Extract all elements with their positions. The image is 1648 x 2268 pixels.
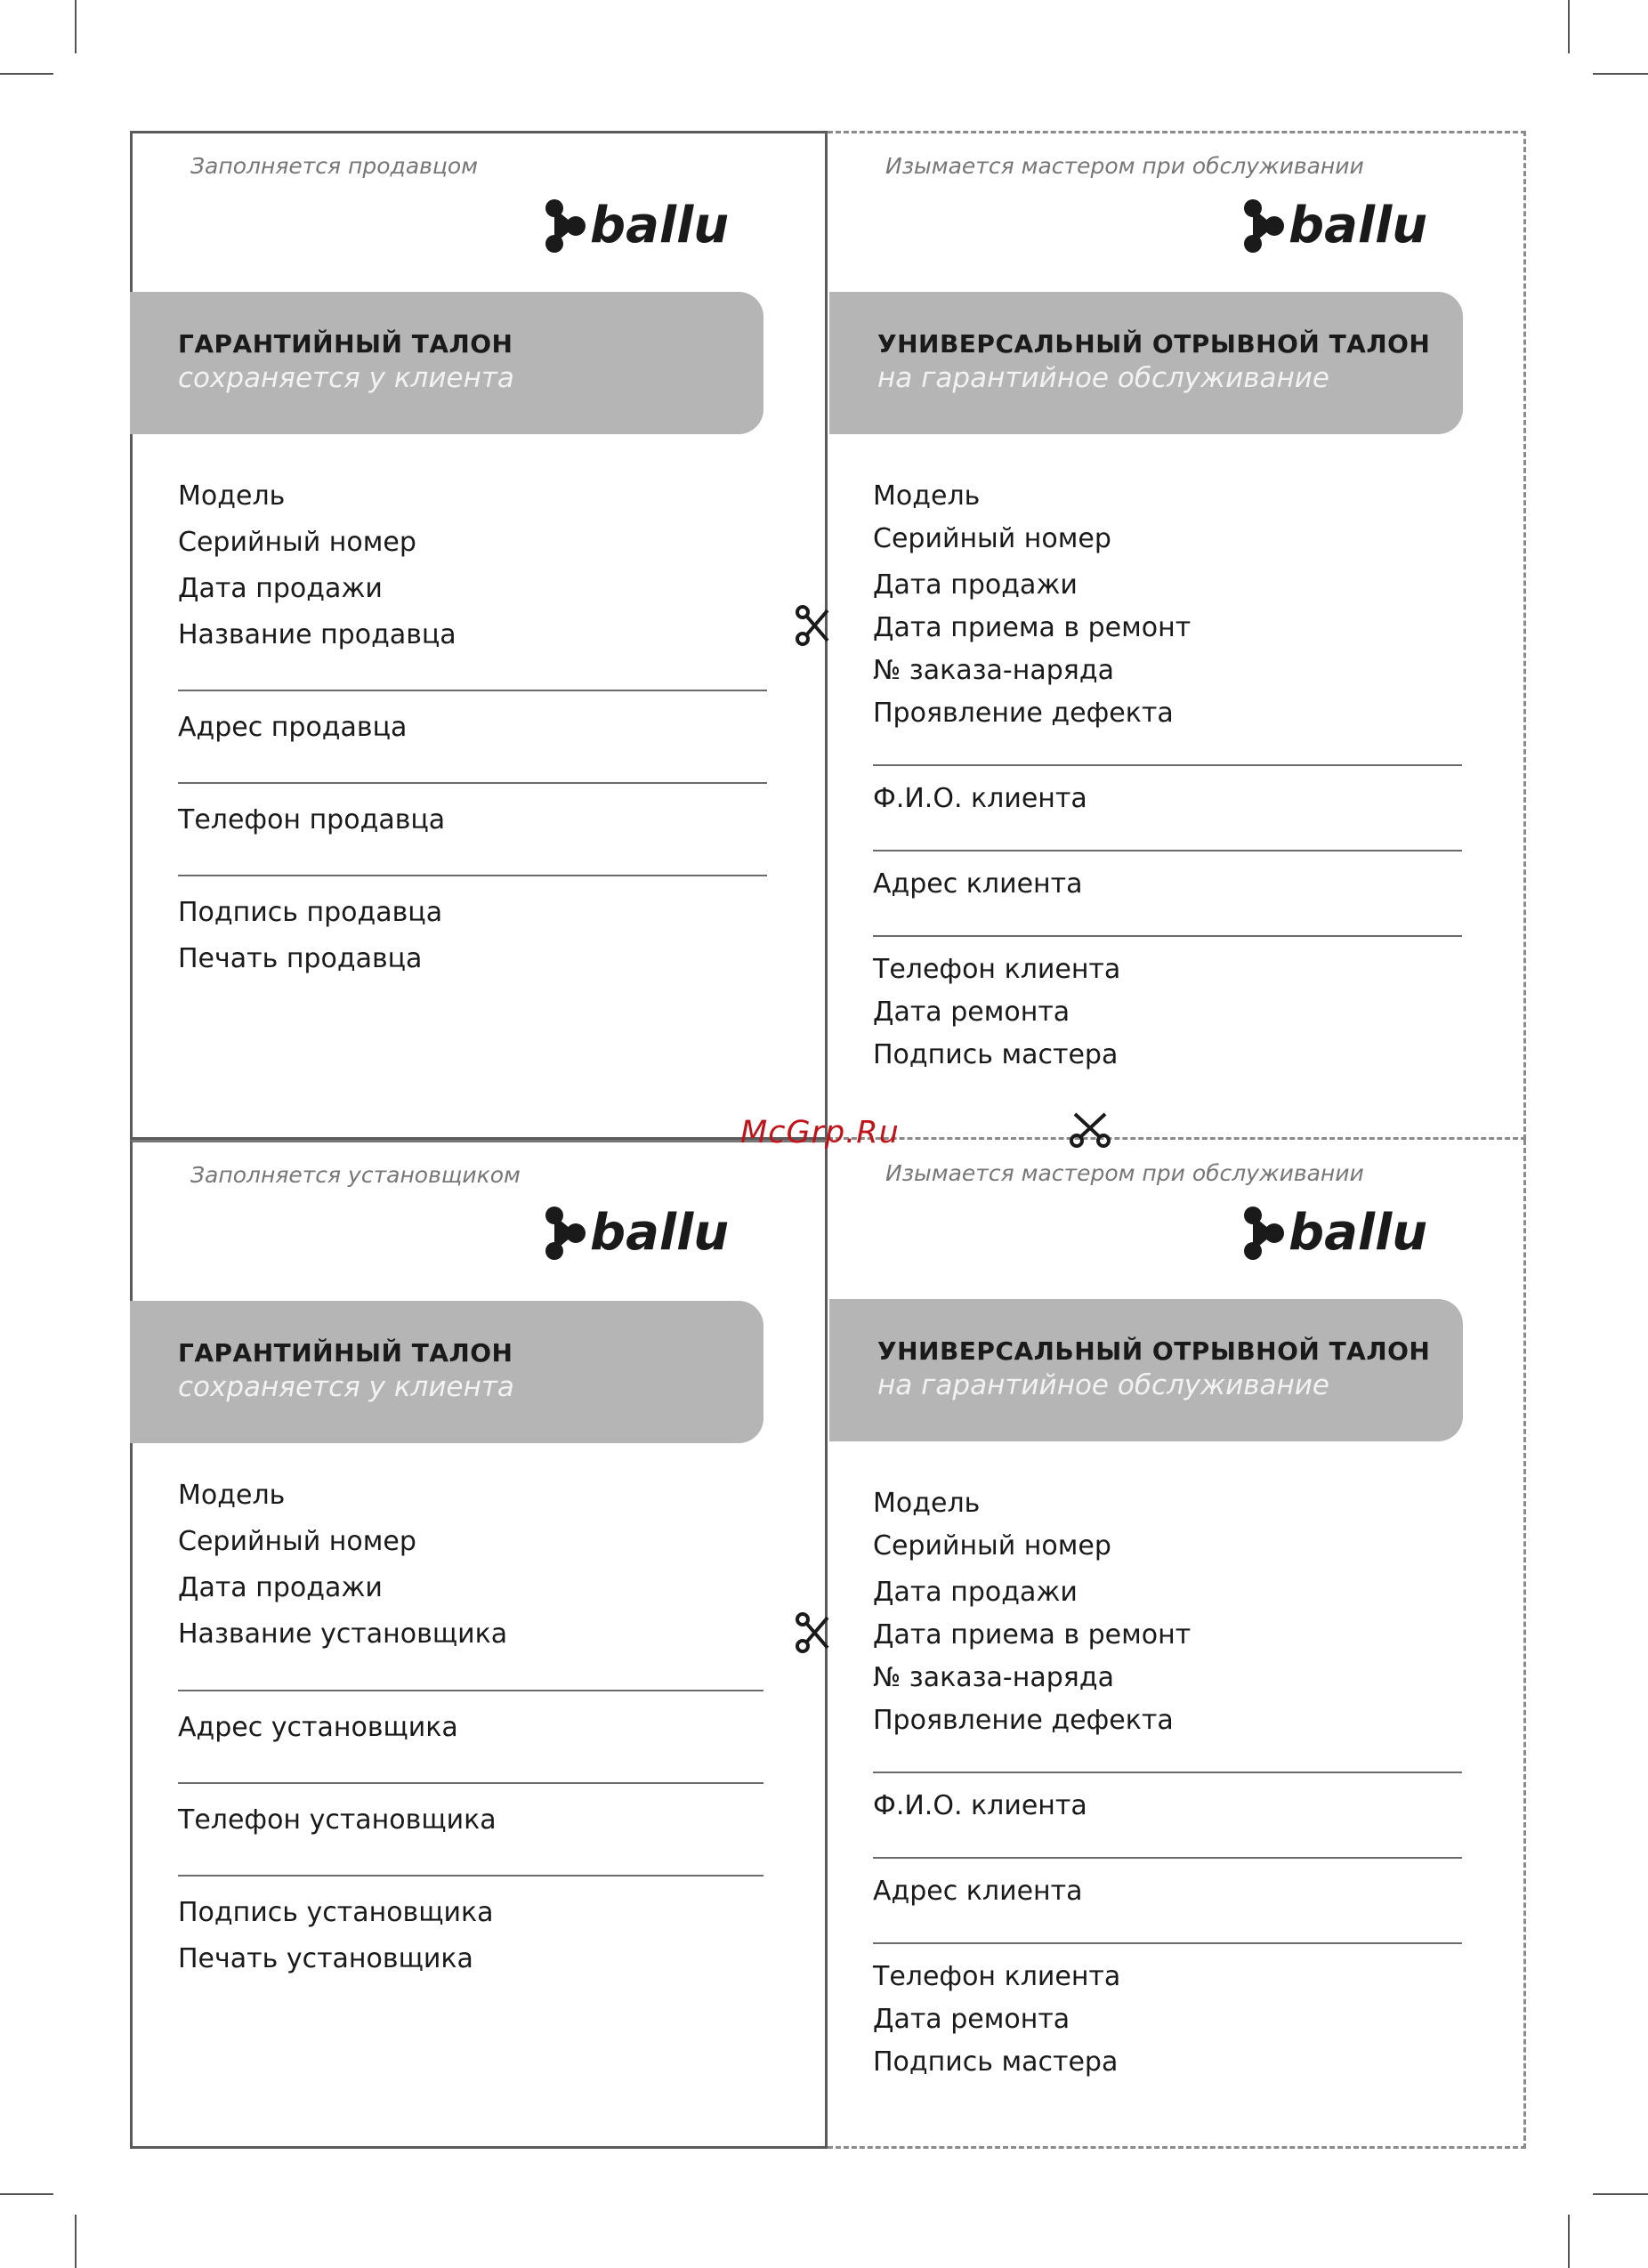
- crop-mark: [1593, 2193, 1648, 2195]
- card-title: УНИВЕРСАЛЬНЫЙ ОТРЫВНОЙ ТАЛОН: [877, 1336, 1431, 1366]
- svg-text:ballu: ballu: [590, 1204, 730, 1262]
- field-label: Подпись продавца: [178, 897, 443, 928]
- field-divider: [873, 764, 1462, 766]
- field-label: Проявление дефекта: [873, 698, 1174, 729]
- field-label: Телефон продавца: [178, 804, 446, 835]
- crop-mark: [75, 2215, 77, 2268]
- ballu-logo: [1237, 196, 1477, 258]
- crop-mark: [1593, 73, 1648, 75]
- field-divider: [178, 1782, 763, 1784]
- field-divider: [178, 1690, 763, 1691]
- field-label: Телефон клиента: [873, 1961, 1121, 1992]
- ballu-logo: [1237, 1203, 1477, 1265]
- field-label: Подпись мастера: [873, 2046, 1119, 2078]
- card-header-banner: [829, 292, 1463, 434]
- field-divider: [178, 875, 767, 876]
- card-subtitle: сохраняется у клиента: [178, 362, 514, 394]
- field-label: Адрес продавца: [178, 712, 408, 743]
- field-label: Ф.И.О. клиента: [873, 783, 1087, 814]
- ballu-logo: [538, 196, 779, 258]
- field-divider: [178, 690, 767, 691]
- field-label: Модель: [873, 1488, 981, 1519]
- svg-text:ballu: ballu: [1289, 197, 1428, 254]
- field-label: Печать продавца: [178, 943, 423, 974]
- card-caption: Изымается мастером при обслуживании: [885, 1160, 1364, 1186]
- card-title: ГАРАНТИЙНЫЙ ТАЛОН: [178, 329, 513, 359]
- crop-mark: [0, 2193, 53, 2195]
- field-label: Модель: [178, 1480, 286, 1511]
- card-caption: Заполняется установщиком: [190, 1162, 521, 1188]
- field-label: Телефон клиента: [873, 954, 1121, 985]
- card-title: УНИВЕРСАЛЬНЫЙ ОТРЫВНОЙ ТАЛОН: [877, 329, 1431, 359]
- field-divider: [873, 850, 1462, 852]
- field-label: № заказа-наряда: [873, 1662, 1114, 1693]
- field-divider: [873, 935, 1462, 937]
- scissors-icon: [792, 1610, 836, 1655]
- field-divider: [873, 1857, 1462, 1859]
- card-caption: Изымается мастером при обслуживании: [885, 153, 1364, 179]
- field-label: Адрес клиента: [873, 1876, 1083, 1907]
- field-label: Дата продажи: [873, 1577, 1078, 1608]
- field-label: Проявление дефекта: [873, 1705, 1174, 1736]
- field-label: Адрес клиента: [873, 868, 1083, 900]
- scissors-icon: [792, 603, 836, 648]
- field-label: Серийный номер: [873, 1530, 1111, 1562]
- field-label: Название продавца: [178, 619, 456, 650]
- field-label: Дата ремонта: [873, 997, 1070, 1028]
- card-subtitle: сохраняется у клиента: [178, 1371, 514, 1403]
- field-divider: [873, 1942, 1462, 1944]
- field-label: Серийный номер: [178, 1526, 416, 1557]
- field-label: Телефон установщика: [178, 1804, 497, 1836]
- svg-text:ballu: ballu: [590, 197, 730, 254]
- scissors-icon: [1068, 1107, 1112, 1151]
- crop-mark: [1568, 0, 1570, 53]
- card-header-banner: [130, 1301, 763, 1443]
- field-divider: [178, 1875, 763, 1877]
- field-label: Дата приема в ремонт: [873, 612, 1192, 643]
- card-subtitle: на гарантийное обслуживание: [877, 1369, 1329, 1401]
- field-label: Модель: [873, 480, 981, 512]
- field-label: Серийный номер: [178, 527, 416, 558]
- field-label: Модель: [178, 480, 286, 512]
- card-header-banner: [130, 292, 763, 434]
- field-label: Дата приема в ремонт: [873, 1619, 1192, 1651]
- card-header-banner: [829, 1299, 1463, 1441]
- watermark: McGrp.Ru: [740, 1115, 900, 1150]
- field-label: Название установщика: [178, 1618, 508, 1650]
- card-subtitle: на гарантийное обслуживание: [877, 362, 1329, 394]
- field-label: Подпись установщика: [178, 1897, 494, 1928]
- field-divider: [178, 782, 767, 784]
- field-label: Печать установщика: [178, 1943, 473, 1974]
- card-title: ГАРАНТИЙНЫЙ ТАЛОН: [178, 1338, 513, 1368]
- field-divider: [873, 1772, 1462, 1773]
- card-caption: Заполняется продавцом: [190, 153, 479, 179]
- svg-text:ballu: ballu: [1289, 1204, 1428, 1262]
- field-label: Дата ремонта: [873, 2004, 1070, 2035]
- crop-mark: [1568, 2215, 1570, 2268]
- field-label: Ф.И.О. клиента: [873, 1790, 1087, 1821]
- field-label: Дата продажи: [178, 1572, 383, 1603]
- crop-mark: [0, 73, 53, 75]
- field-label: Адрес установщика: [178, 1712, 458, 1743]
- field-label: Дата продажи: [873, 569, 1078, 601]
- ballu-logo: [538, 1203, 779, 1265]
- crop-mark: [75, 0, 77, 53]
- field-label: № заказа-наряда: [873, 655, 1114, 686]
- field-label: Дата продажи: [178, 573, 383, 604]
- field-label: Подпись мастера: [873, 1039, 1119, 1070]
- field-label: Серийный номер: [873, 523, 1111, 554]
